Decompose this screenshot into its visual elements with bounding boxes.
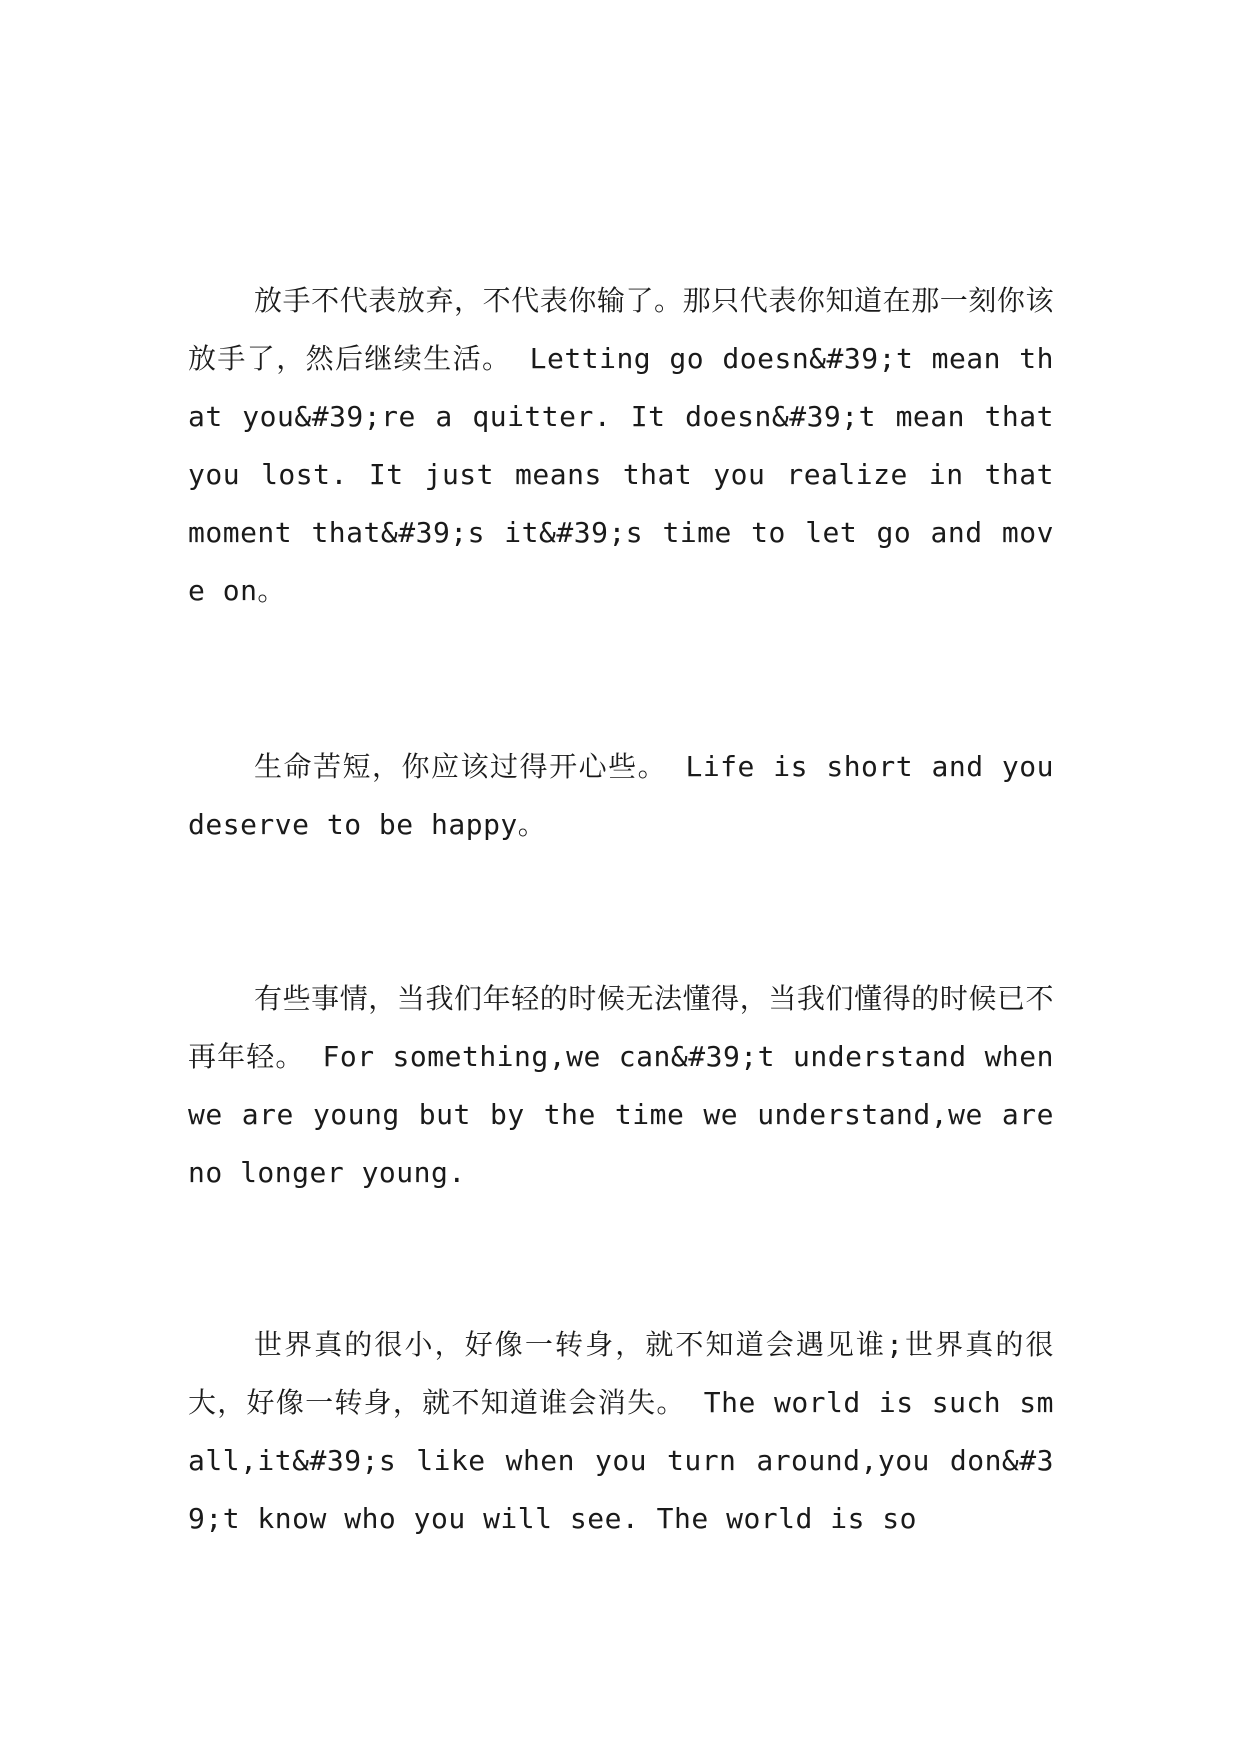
paragraph-life-is-short: 生命苦短，你应该过得开心些。 Life is short and you deserve to be happy。: [188, 750, 1054, 841]
paragraph-world-is-small: 世界真的很小，好像一转身，就不知道会遇见谁;世界真的很大，好像一转身，就不知道谁会消失。 The world is such small,it&#39;s like when you turn around,you don&#39;t know who you will see. The world is so: [188, 1328, 1054, 1535]
paragraph-letting-go: 放手不代表放弃，不代表你输了。那只代表你知道在那一刻你该放手了，然后继续生活。 Letting go doesn&#39;t mean that you&#39;re a quitter. It doesn&#39;t mean that you lost. It just means that you realize in that moment that&#39;s it&#39;s time to let go and move on。: [188, 284, 1054, 607]
paragraph-young: 有些事情，当我们年轻的时候无法懂得，当我们懂得的时候已不再年轻。 For something,we can&#39;t understand when we are young but by the time we understand,we are no longer young.: [188, 982, 1054, 1189]
